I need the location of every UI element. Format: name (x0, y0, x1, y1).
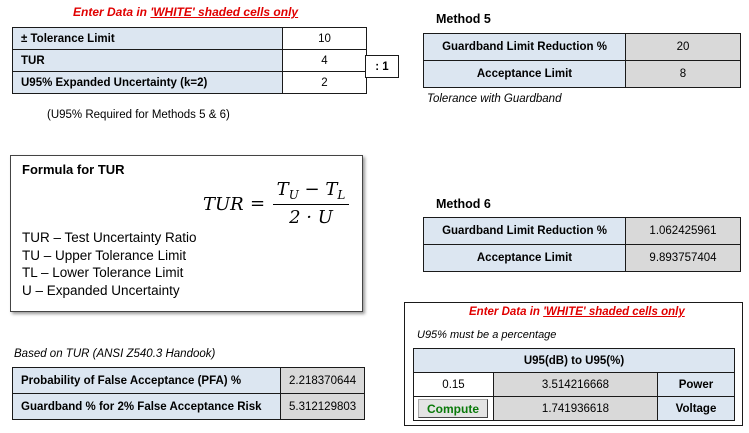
compute-cell (414, 397, 494, 421)
tur-label: TUR (13, 50, 283, 72)
method5-note: Tolerance with Guardband (427, 93, 562, 105)
definition-tu: TU – Upper Tolerance Limit (22, 247, 187, 263)
tur-input-table (12, 27, 367, 94)
tolerance-limit-label: ± Tolerance Limit (13, 28, 283, 50)
compute-button[interactable]: Compute (418, 399, 488, 418)
tolerance-limit-input[interactable]: 10 (283, 28, 367, 50)
table-row (424, 245, 741, 272)
pfa-value: 2.218370644 (281, 368, 365, 394)
guardband-risk-label: Guardband % for 2% False Acceptance Risk (13, 394, 281, 420)
method5-acceptance-label: Acceptance Limit (424, 61, 626, 88)
method5-title: Method 5 (436, 12, 491, 26)
tur-ratio-suffix: : 1 (366, 56, 399, 78)
table-row (424, 218, 741, 245)
table-row (13, 368, 365, 394)
formula-box (10, 155, 363, 312)
table-row (424, 61, 741, 88)
table-row (424, 34, 741, 61)
table-row (414, 373, 735, 397)
tur-input[interactable]: 4 (283, 50, 367, 72)
pfa-note: Based on TUR (ANSI Z540.3 Handook) (14, 348, 216, 360)
table-row (13, 50, 367, 72)
formula-tu: T (276, 179, 289, 200)
formula-definitions (22, 229, 197, 299)
table-row (414, 397, 735, 421)
method6-title: Method 6 (436, 197, 491, 211)
converter-table (413, 348, 735, 421)
method6-table (423, 217, 741, 272)
u95-required-note: (U95% Required for Methods 5 & 6) (47, 109, 230, 121)
method5-guardband-value: 20 (626, 34, 741, 61)
power-label: Power (658, 373, 735, 397)
voltage-result-value: 1.741936618 (494, 397, 658, 421)
converter-instruction-note (469, 306, 685, 318)
method5-acceptance-value: 8 (626, 61, 741, 88)
tur-ratio-suffix-table (365, 55, 399, 78)
method6-acceptance-value: 9.893757404 (626, 245, 741, 272)
definition-tur: TUR – Test Uncertainty Ratio (22, 230, 197, 245)
u95-uncertainty-label: U95% Expanded Uncertainty (k=2) (13, 72, 283, 94)
u95-uncertainty-input[interactable]: 2 (283, 72, 367, 94)
method6-acceptance-label: Acceptance Limit (424, 245, 626, 272)
converter-note-highlight: 'WHITE' shaded cells only (543, 306, 685, 318)
u95-db-input[interactable]: 0.15 (414, 373, 494, 397)
u95-converter-panel (404, 302, 743, 426)
voltage-label: Voltage (658, 397, 735, 421)
pfa-table (12, 367, 365, 420)
top-instruction-note (73, 5, 298, 19)
guardband-risk-value: 5.312129803 (281, 394, 365, 420)
converter-hint: U95% must be a percentage (417, 329, 557, 341)
formula-minus: − (298, 179, 326, 200)
table-row (13, 28, 367, 50)
method6-guardband-value: 1.062425961 (626, 218, 741, 245)
formula-tl-sub: L (337, 188, 346, 203)
method6-guardband-label: Guardband Limit Reduction % (424, 218, 626, 245)
power-result-value: 3.514216668 (494, 373, 658, 397)
formula-title: Formula for TUR (22, 162, 125, 177)
formula-tl: T (325, 179, 338, 200)
converter-header: U95(dB) to U95(%) (414, 349, 735, 373)
formula-equals: = (250, 193, 266, 214)
formula-fraction-bar (273, 204, 349, 205)
table-row (13, 72, 367, 94)
definition-u: U – Expanded Uncertainty (22, 282, 180, 298)
top-note-prefix: Enter Data in (73, 5, 151, 19)
top-note-highlight: 'WHITE' shaded cells only (150, 5, 299, 19)
definition-tl: TL – Lower Tolerance Limit (22, 265, 184, 280)
tur-formula (203, 179, 353, 231)
table-row (13, 394, 365, 420)
table-row (414, 349, 735, 373)
formula-lhs: TUR (203, 194, 244, 215)
pfa-label: Probability of False Acceptance (PFA) % (13, 368, 281, 394)
formula-denominator: 2 · U (289, 207, 333, 228)
formula-numerator (271, 179, 351, 202)
method5-guardband-label: Guardband Limit Reduction % (424, 34, 626, 61)
formula-tu-sub: U (288, 188, 299, 203)
converter-note-prefix: Enter Data in (469, 306, 544, 318)
method5-table (423, 33, 741, 88)
